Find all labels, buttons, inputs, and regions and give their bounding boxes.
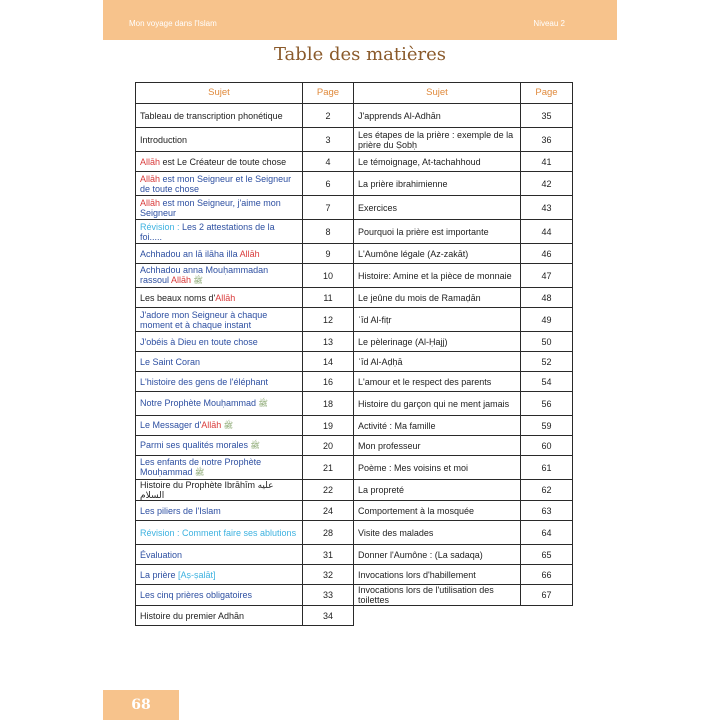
right-subject-cell: Comportement à la mosquée xyxy=(354,501,521,521)
left-subject-cell xyxy=(136,244,303,264)
header-band xyxy=(103,0,617,40)
right-subject-cell: Invocations lors de l'utilisation des toilettes xyxy=(354,585,521,606)
subject-text: Notre Prophète Mouḥammad xyxy=(140,398,257,408)
right-subject-cell: Le pèlerinage (Al-Ḥajj) xyxy=(354,332,521,352)
header-row xyxy=(136,83,573,104)
empty-cell xyxy=(354,606,521,626)
left-page-cell: 10 xyxy=(303,264,354,288)
table-row xyxy=(136,332,573,352)
left-page-cell: 8 xyxy=(303,220,354,244)
left-page-cell: 13 xyxy=(303,332,354,352)
page-header-right: Page xyxy=(521,83,573,104)
table-row xyxy=(136,308,573,332)
left-page-cell: 11 xyxy=(303,288,354,308)
subject-header-right: Sujet xyxy=(354,83,521,104)
book-title: Mon voyage dans l'Islam xyxy=(129,19,217,28)
right-page-cell: 62 xyxy=(521,480,573,501)
right-subject-cell: Pourquoi la prière est importante xyxy=(354,220,521,244)
left-subject-cell xyxy=(136,606,303,626)
right-page-cell: 48 xyxy=(521,288,573,308)
left-subject-cell xyxy=(136,152,303,172)
right-page-cell: 66 xyxy=(521,565,573,585)
left-page-cell: 7 xyxy=(303,196,354,220)
left-subject-cell xyxy=(136,264,303,288)
table-row xyxy=(136,392,573,416)
table-row xyxy=(136,128,573,152)
level-label: Niveau 2 xyxy=(533,19,565,28)
subject-text: Allāh xyxy=(239,248,260,259)
left-page-cell: 34 xyxy=(303,606,354,626)
table-row xyxy=(136,220,573,244)
left-subject-cell xyxy=(136,308,303,332)
subject-text: Les enfants de notre Prophète Mouḥammad xyxy=(140,457,262,477)
subject-text: Parmi ses qualités morales xyxy=(140,440,249,450)
subject-text: Allāh xyxy=(140,197,161,208)
subject-text: La prière xyxy=(140,569,179,580)
left-page-cell: 6 xyxy=(303,172,354,196)
subject-text: Les beaux noms d' xyxy=(140,292,216,303)
table-row xyxy=(136,585,573,606)
right-page-cell: 44 xyxy=(521,220,573,244)
left-page-cell: 21 xyxy=(303,456,354,480)
left-page-cell: 19 xyxy=(303,416,354,436)
right-subject-cell: Donner l'Aumône : (La sadaqa) xyxy=(354,545,521,565)
right-subject-cell: Le jeûne du mois de Ramaḍān xyxy=(354,288,521,308)
subject-text: Allāh xyxy=(201,420,222,430)
left-subject-cell xyxy=(136,172,303,196)
right-page-cell: 46 xyxy=(521,244,573,264)
subject-text: Les cinq prières obligatoires xyxy=(140,590,253,600)
right-page-cell: 59 xyxy=(521,416,573,436)
right-subject-cell: Les étapes de la prière : exemple de la prière du Ṣobḥ xyxy=(354,128,521,152)
subject-text: J'obéis à Dieu en toute chose xyxy=(140,336,258,347)
right-page-cell: 64 xyxy=(521,521,573,545)
subject-text: est Le Créateur de toute chose xyxy=(160,156,287,167)
subject-text: عليه السلام xyxy=(140,480,274,500)
table-row xyxy=(136,501,573,521)
subject-text: ﷺ xyxy=(256,399,268,408)
subject-text: est mon Seigneur, j'aime mon Seigneur xyxy=(140,197,281,218)
subject-text: Introduction xyxy=(140,134,188,145)
subject-text: Achhadou an lā ilāha illa xyxy=(140,248,240,259)
subject-text: Allāh xyxy=(140,173,161,184)
left-subject-cell xyxy=(136,436,303,456)
subject-text: Le Messager d' xyxy=(140,420,202,430)
table-row xyxy=(136,565,573,585)
left-page-cell: 28 xyxy=(303,521,354,545)
table-row xyxy=(136,172,573,196)
subject-text: Allāh xyxy=(140,156,161,167)
right-page-cell: 60 xyxy=(521,436,573,456)
subject-text: Évaluation xyxy=(140,549,183,560)
right-subject-cell: Histoire: Amine et la pièce de monnaie xyxy=(354,264,521,288)
table-row xyxy=(136,545,573,565)
table-row xyxy=(136,152,573,172)
right-subject-cell: ʿīd Al-fiṭr xyxy=(354,308,521,332)
right-page-cell: 61 xyxy=(521,456,573,480)
subject-text: Révision : xyxy=(140,221,183,232)
table-row xyxy=(136,244,573,264)
left-subject-cell xyxy=(136,104,303,128)
right-subject-cell: La prière ibrahimienne xyxy=(354,172,521,196)
left-page-cell: 14 xyxy=(303,352,354,372)
left-page-cell: 18 xyxy=(303,392,354,416)
subject-text: Allāh xyxy=(215,292,236,303)
left-subject-cell xyxy=(136,352,303,372)
page-title: Table des matières xyxy=(273,44,447,65)
left-page-cell: 24 xyxy=(303,501,354,521)
subject-text: ﷺ xyxy=(191,276,203,285)
table-row xyxy=(136,372,573,392)
right-page-cell: 42 xyxy=(521,172,573,196)
subject-text: Histoire du Prophète Ibrāhīm xyxy=(140,480,256,490)
right-subject-cell: Histoire du garçon qui ne ment jamais xyxy=(354,392,521,416)
right-subject-cell: L'amour et le respect des parents xyxy=(354,372,521,392)
left-page-cell: 32 xyxy=(303,565,354,585)
right-page-cell: 35 xyxy=(521,104,573,128)
left-page-cell: 33 xyxy=(303,585,354,606)
right-page-cell: 49 xyxy=(521,308,573,332)
left-subject-cell xyxy=(136,521,303,545)
right-page-cell: 43 xyxy=(521,196,573,220)
subject-text: Tableau de transcription phonétique xyxy=(140,110,283,121)
left-page-cell: 2 xyxy=(303,104,354,128)
right-subject-cell: L'Aumône légale (Az-zakāt) xyxy=(354,244,521,264)
subject-text: [Aṣ-ṣalāt] xyxy=(178,569,216,580)
table-row xyxy=(136,288,573,308)
subject-text: est mon Seigneur et le Seigneur de toute chose xyxy=(140,173,292,194)
right-subject-cell: Visite des malades xyxy=(354,521,521,545)
table-row xyxy=(136,436,573,456)
left-subject-cell xyxy=(136,501,303,521)
left-subject-cell xyxy=(136,545,303,565)
right-page-cell: 54 xyxy=(521,372,573,392)
subject-text: ﷺ xyxy=(248,441,260,450)
subject-text: Révision : Comment faire ses ablutions xyxy=(140,527,297,538)
left-page-cell: 9 xyxy=(303,244,354,264)
left-subject-cell xyxy=(136,288,303,308)
right-page-cell: 52 xyxy=(521,352,573,372)
table-row xyxy=(136,456,573,480)
page-header-left: Page xyxy=(303,83,354,104)
left-subject-cell xyxy=(136,480,303,501)
empty-cell xyxy=(521,606,573,626)
left-subject-cell xyxy=(136,456,303,480)
subject-text: Les piliers de l'Islam xyxy=(140,505,221,516)
left-subject-cell xyxy=(136,565,303,585)
right-page-cell: 50 xyxy=(521,332,573,352)
right-page-cell: 41 xyxy=(521,152,573,172)
table-row xyxy=(136,196,573,220)
right-page-cell: 47 xyxy=(521,264,573,288)
table-row xyxy=(136,416,573,436)
right-subject-cell: Le témoignage, At-tachahhoud xyxy=(354,152,521,172)
right-subject-cell: Activité : Ma famille xyxy=(354,416,521,436)
right-subject-cell: La propreté xyxy=(354,480,521,501)
subject-text: ﷺ xyxy=(221,421,234,430)
right-page-cell: 36 xyxy=(521,128,573,152)
subject-text: Les 2 attestations de la foi..... xyxy=(140,221,275,242)
page-number: 68 xyxy=(103,690,179,720)
left-subject-cell xyxy=(136,392,303,416)
right-page-cell: 67 xyxy=(521,585,573,606)
left-subject-cell xyxy=(136,196,303,220)
left-subject-cell xyxy=(136,416,303,436)
table-row xyxy=(136,104,573,128)
left-subject-cell xyxy=(136,585,303,606)
left-page-cell: 16 xyxy=(303,372,354,392)
subject-text: Le Saint Coran xyxy=(140,356,201,367)
right-page-cell: 56 xyxy=(521,392,573,416)
table-row xyxy=(136,480,573,501)
left-subject-cell xyxy=(136,128,303,152)
left-page-cell: 4 xyxy=(303,152,354,172)
left-subject-cell xyxy=(136,372,303,392)
left-subject-cell xyxy=(136,220,303,244)
right-subject-cell: ʿīd Al-Aḍḥā xyxy=(354,352,521,372)
left-page-cell: 12 xyxy=(303,308,354,332)
left-page-cell: 3 xyxy=(303,128,354,152)
table-row xyxy=(136,521,573,545)
table-row xyxy=(136,352,573,372)
right-subject-cell: Poème : Mes voisins et moi xyxy=(354,456,521,480)
table-row xyxy=(136,264,573,288)
right-subject-cell: Exercices xyxy=(354,196,521,220)
subject-text: L'histoire des gens de l'éléphant xyxy=(140,376,269,387)
table-of-contents xyxy=(135,82,573,626)
subject-header-left: Sujet xyxy=(136,83,303,104)
subject-text: Achhadou anna Mouḥammadan rassoul xyxy=(140,265,269,285)
right-page-cell: 63 xyxy=(521,501,573,521)
left-page-cell: 22 xyxy=(303,480,354,501)
right-subject-cell: J'apprends Al-Adhān xyxy=(354,104,521,128)
subject-text: Allāh xyxy=(171,275,192,285)
subject-text: ﷺ xyxy=(192,468,205,477)
table-row xyxy=(136,606,573,626)
left-page-cell: 31 xyxy=(303,545,354,565)
subject-text: J'adore mon Seigneur à chaque moment et à chaque instant xyxy=(140,309,268,330)
left-page-cell: 20 xyxy=(303,436,354,456)
right-subject-cell: Mon professeur xyxy=(354,436,521,456)
right-page-cell: 65 xyxy=(521,545,573,565)
right-subject-cell: Invocations lors d'habillement xyxy=(354,565,521,585)
left-subject-cell xyxy=(136,332,303,352)
subject-text: Histoire du premier Adhān xyxy=(140,610,245,621)
